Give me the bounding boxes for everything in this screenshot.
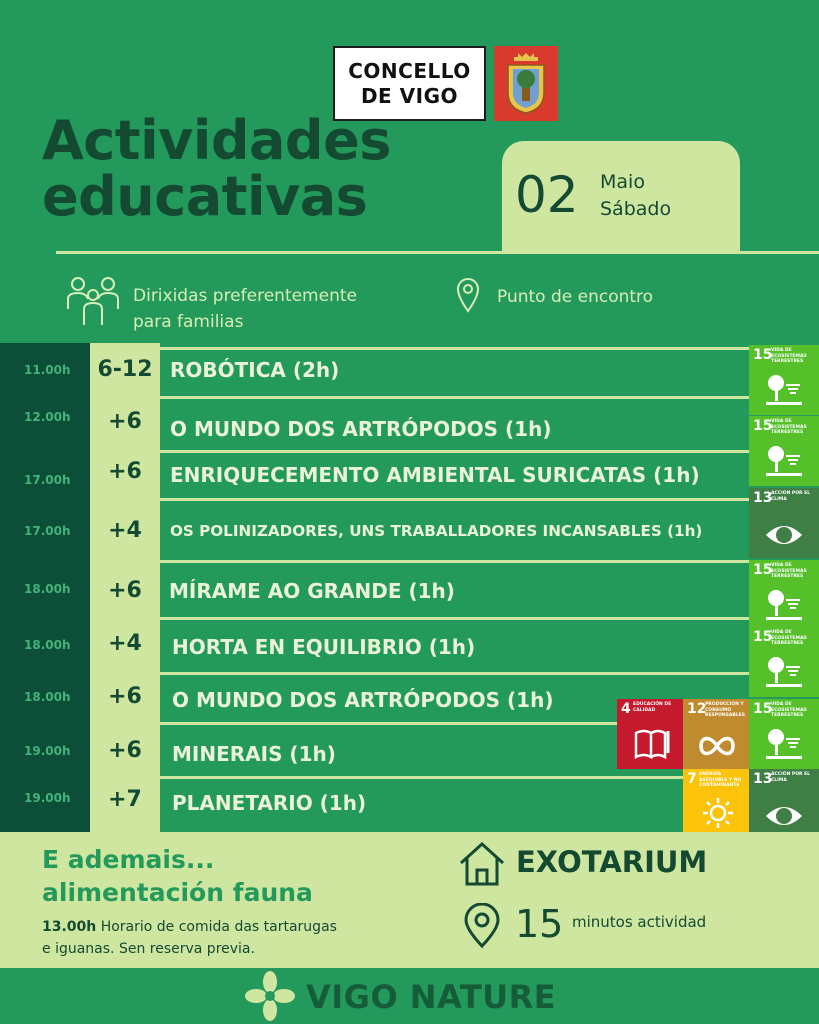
feed-time: 13.00h: [42, 919, 97, 935]
row-divider: [160, 347, 750, 350]
row-divider: [160, 396, 750, 399]
sdg-number: 15: [753, 562, 773, 578]
row-divider: [160, 498, 750, 501]
house-icon: [458, 841, 506, 891]
row-age: +6: [108, 738, 142, 763]
sdg-label: EDUCACIÓN DE CALIDAD: [633, 702, 672, 713]
row-activity: O MUNDO DOS ARTRÓPODOS (1h): [172, 688, 554, 712]
row-time: 18.00h: [24, 690, 71, 704]
row-time: 19.00h: [24, 791, 71, 805]
sdg-15-icon: [749, 416, 819, 486]
audience-line-2: para familias: [133, 312, 244, 332]
meeting-point-text: Punto de encontro: [497, 287, 654, 307]
row-time: 18.00h: [24, 638, 71, 652]
row-age: +4: [108, 518, 142, 543]
sdg-number: 15: [753, 629, 773, 645]
sdg-15-icon: [749, 699, 819, 769]
sdg-label: VIDA DE ECOSISTEMAS TERRESTRES: [771, 630, 807, 646]
sdg-label: VIDA DE ECOSISTEMAS TERRESTRES: [771, 348, 807, 364]
date-weekday: Sábado: [600, 198, 672, 220]
sdg-13-icon: [749, 488, 819, 558]
sdg-number: 13: [753, 771, 773, 787]
logo-line-2: DE VIGO: [360, 83, 459, 108]
row-activity: MÍRAME AO GRANDE (1h): [169, 579, 455, 603]
sdg-number: 15: [753, 701, 773, 717]
sdg-label: PRODUCCIÓN Y CONSUMO RESPONSABLES: [705, 702, 746, 718]
sdg-13-icon: [749, 769, 819, 839]
vigo-nature-brand: VIGO NATURE: [306, 978, 557, 1016]
sdg-label: ACCIÓN POR EL CLIMA: [771, 491, 811, 502]
title-line-1: Actividades: [42, 109, 391, 172]
sdg-15-icon: [749, 345, 819, 415]
sdg-number: 12: [687, 701, 707, 717]
date-month: Maio: [600, 171, 645, 193]
date-day-number: 02: [515, 166, 579, 224]
row-age: +6: [108, 578, 142, 603]
row-activity: HORTA EN EQUILIBRIO (1h): [172, 635, 476, 659]
feed-text-2: e iguanas. Sen reserva previa.: [42, 941, 255, 957]
audience-text: [133, 283, 357, 335]
row-activity: MINERAIS (1h): [172, 742, 336, 766]
row-time: 11.00h: [24, 363, 71, 377]
page-title: [42, 109, 391, 228]
location-pin-icon: [456, 277, 480, 317]
location-pin-icon: [463, 903, 501, 953]
sdg-12-icon: [683, 699, 753, 769]
coat-of-arms-icon: [494, 46, 558, 121]
sdg-number: 15: [753, 347, 773, 363]
duration-text: minutos actividad: [572, 913, 707, 931]
row-age: +6: [108, 409, 142, 434]
sdg-number: 13: [753, 490, 773, 506]
feeding-info: [42, 916, 337, 960]
sdg-number: 7: [687, 771, 697, 787]
row-activity: OS POLINIZADORES, UNS TRABALLADORES INCANSABLES (1h): [170, 522, 703, 540]
row-divider: [160, 560, 750, 563]
title-line-2: educativas: [42, 165, 368, 228]
sdg-label: VIDA DE ECOSISTEMAS TERRESTRES: [771, 419, 807, 435]
sdg-label: ACCIÓN POR EL CLIMA: [771, 772, 811, 783]
sdg-label: ENERGÍA ASEQUIBLE Y NO CONTAMINANTE: [699, 772, 742, 788]
sdg-label: VIDA DE ECOSISTEMAS TERRESTRES: [771, 563, 807, 579]
row-activity: PLANETARIO (1h): [172, 791, 367, 815]
row-time: 12.00h: [24, 410, 71, 424]
row-divider: [160, 776, 750, 779]
row-activity: O MUNDO DOS ARTRÓPODOS (1h): [170, 417, 552, 441]
sdg-number: 15: [753, 418, 773, 434]
logo-line-1: CONCELLO: [348, 58, 471, 83]
row-time: 17.00h: [24, 524, 71, 538]
row-divider: [160, 672, 750, 675]
flower-logo-icon: [244, 970, 296, 1024]
row-activity: ROBÓTICA (2h): [170, 358, 340, 382]
row-age: +6: [108, 684, 142, 709]
row-divider: [160, 450, 750, 453]
row-activity: ENRIQUECEMENTO AMBIENTAL SURICATAS (1h): [170, 463, 700, 487]
sdg-15-icon: [749, 560, 819, 630]
exotarium-label: EXOTARIUM: [516, 845, 708, 879]
family-icon: [66, 275, 120, 331]
sdg-number: 4: [621, 701, 631, 717]
sdg-4-icon: [617, 699, 687, 769]
audience-line-1: Dirixidas preferentemente: [133, 286, 357, 306]
sdg-label: VIDA DE ECOSISTEMAS TERRESTRES: [771, 702, 807, 718]
row-time: 18.00h: [24, 582, 71, 596]
row-age: +6: [108, 459, 142, 484]
row-time: 17.00h: [24, 473, 71, 487]
row-time: 19.00h: [24, 744, 71, 758]
feed-text-1: Horario de comida das tartarugas: [96, 919, 337, 935]
sdg-7-icon: [683, 769, 753, 839]
extra-title: [42, 843, 313, 909]
extra-title-line-1: E ademais...: [42, 845, 215, 874]
sdg-15-icon: [749, 627, 819, 697]
row-age: +4: [108, 631, 142, 656]
row-divider: [160, 617, 750, 620]
row-age: +7: [108, 787, 142, 812]
duration-number: 15: [515, 902, 564, 946]
row-age: 6-12: [97, 357, 153, 382]
extra-title-line-2: alimentación fauna: [42, 878, 313, 907]
header-divider: [56, 251, 819, 254]
